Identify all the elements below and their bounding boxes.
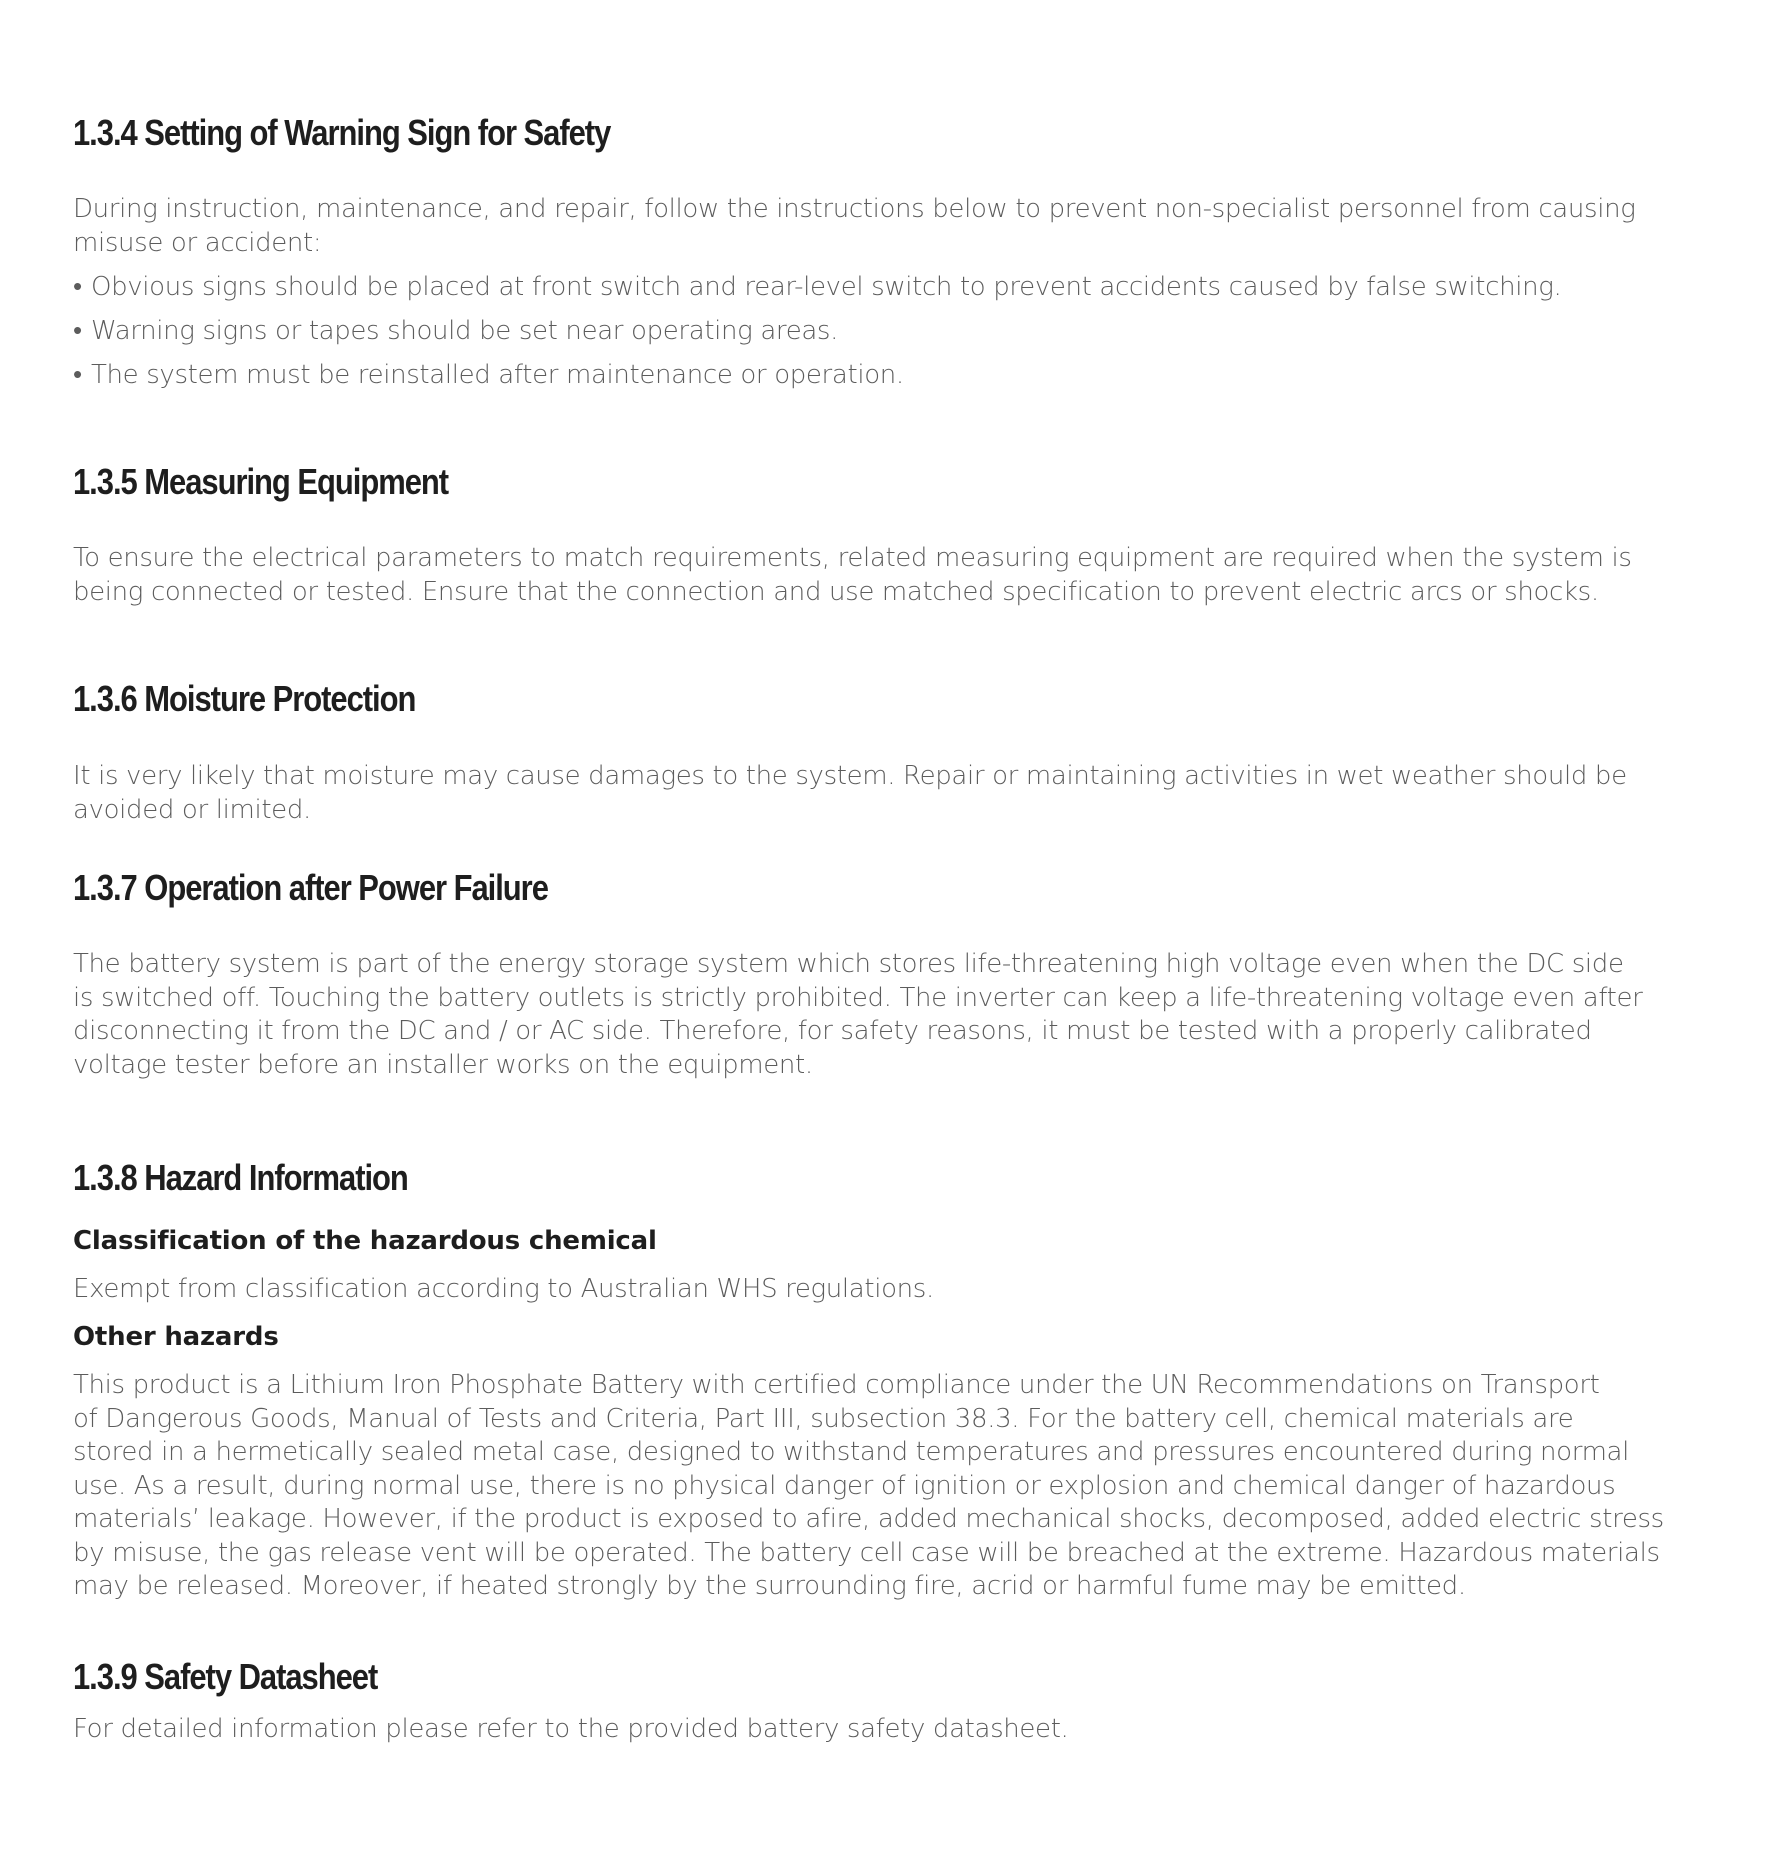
text-line: may be released. Moreover, if heated strongly by the surrounding fire, acrid or harmful fume may be emitted. [73,1571,1466,1601]
heading-1-3-9: 1.3.9 Safety Datasheet [73,1656,378,1697]
text-line: It is very likely that moisture may cause damages to the system. Repair or maintaining activities in wet weather should be [73,761,1627,791]
list-item-text: The system must be reinstalled after maintenance or operation. [91,360,904,390]
text-line: materials’ leakage. However, if the product is exposed to afire, added mechanical shocks, decomposed, added electric stress [73,1504,1664,1534]
text-line: stored in a hermetically sealed metal case, designed to withstand temperatures and pressures encountered during normal [73,1437,1630,1467]
list-item [73,359,1561,393]
text-line: is switched off. Touching the battery outlets is strictly prohibited. The inverter can keep a life-threatening voltage even after [73,982,1643,1013]
text-line: being connected or tested. Ensure that the connection and use matched specification to prevent electric arcs or shocks. [73,576,1599,607]
bullet-icon: • [73,360,82,390]
paragraph-1-3-7 [73,948,1643,1082]
text-line: of Dangerous Goods, Manual of Tests and Criteria, Part III, subsection 38.3. For the battery cell, chemical materials are [73,1403,1574,1434]
bullet-list-1-3-4 [73,271,1561,403]
paragraph-1-3-6 [73,760,1627,827]
heading-1-3-8: 1.3.8 Hazard Information [73,1157,408,1198]
paragraph-1-3-4-intro [73,193,1635,260]
list-item [73,315,1561,349]
heading-1-3-7: 1.3.7 Operation after Power Failure [73,867,548,908]
heading-1-3-4: 1.3.4 Setting of Warning Sign for Safety [73,112,611,153]
text-line: use. As a result, during normal use, there is no physical danger of ignition or explosion and chemical danger of hazardous [73,1470,1616,1501]
text-line: This product is a Lithium Iron Phosphate Battery with certified compliance under the UN Recommendations on Transport [73,1370,1600,1400]
text-line: misuse or accident: [73,227,322,258]
paragraph-other-hazards [73,1369,1664,1604]
text-line: Exempt from classification according to Australian WHS regulations. [73,1274,934,1304]
paragraph-1-3-9 [73,1713,1068,1747]
text-line: For detailed information please refer to the provided battery safety datasheet. [73,1714,1069,1744]
text-line: The battery system is part of the energy storage system which stores life-threatening high voltage even when the DC side [73,949,1624,979]
list-item [73,271,1561,305]
heading-1-3-5: 1.3.5 Measuring Equipment [73,461,449,502]
bullet-icon: • [73,316,82,346]
list-item-text: Obvious signs should be placed at front switch and rear-level switch to prevent accidents caused by false switching. [91,272,1562,302]
text-line: voltage tester before an installer works on the equipment. [73,1049,813,1080]
subheading-other-hazards: Other hazards [73,1322,279,1352]
paragraph-classification [73,1273,934,1307]
bullet-icon: • [73,272,82,302]
text-line: To ensure the electrical parameters to match requirements, related measuring equipment are required when the system is [73,543,1632,573]
text-line: avoided or limited. [73,794,311,825]
text-line: disconnecting it from the DC and / or AC side. Therefore, for safety reasons, it must be tested with a properly calibrated [73,1016,1592,1046]
text-line: by misuse, the gas release vent will be operated. The battery cell case will be breached at the extreme. Hazardous materials [73,1537,1660,1568]
heading-1-3-6: 1.3.6 Moisture Protection [73,678,416,719]
paragraph-1-3-5 [73,542,1632,609]
text-line: During instruction, maintenance, and repair, follow the instructions below to prevent non-specialist personnel from causing [73,194,1636,224]
list-item-text: Warning signs or tapes should be set near operating areas. [91,316,839,346]
subheading-classification: Classification of the hazardous chemical [73,1226,657,1256]
